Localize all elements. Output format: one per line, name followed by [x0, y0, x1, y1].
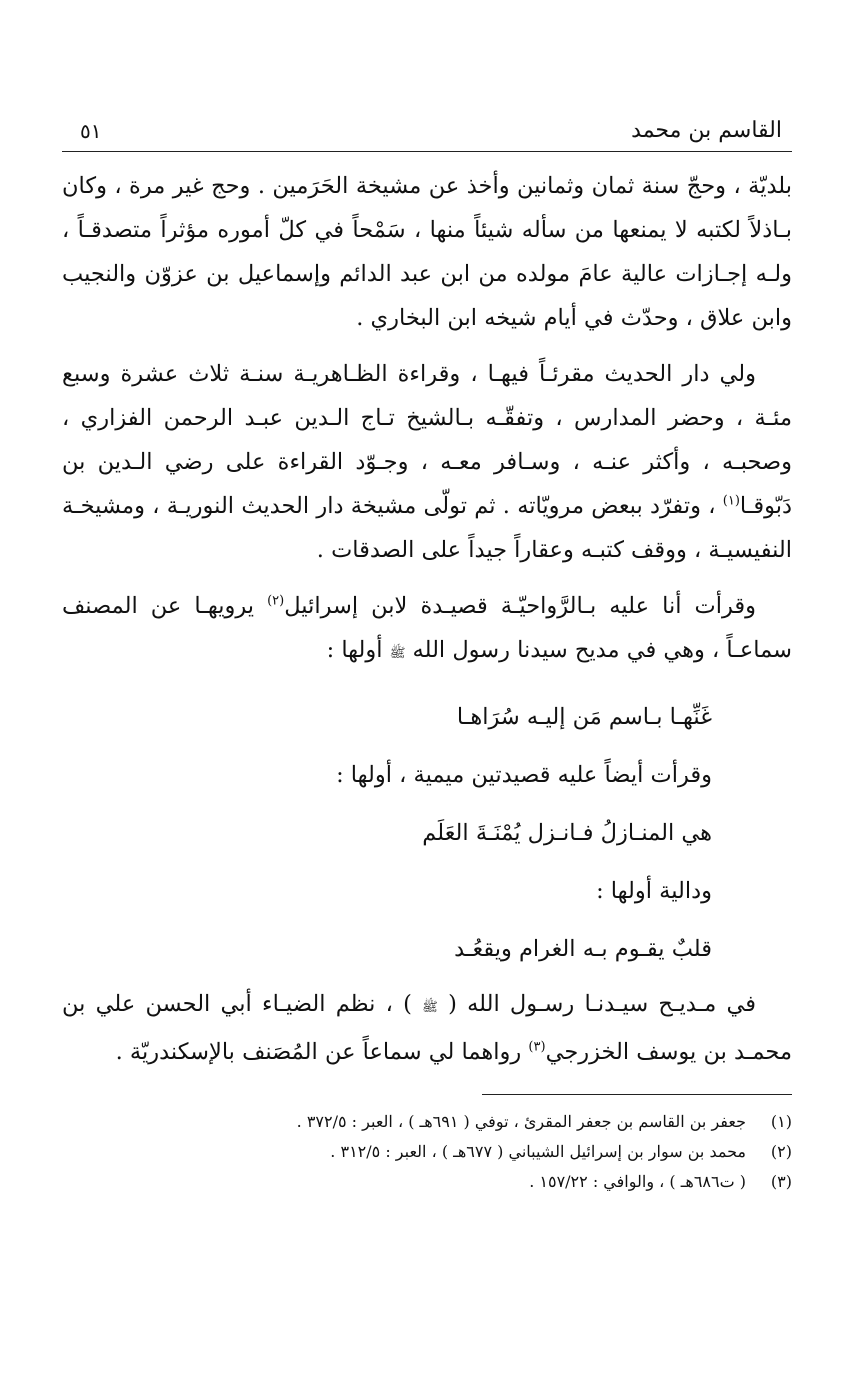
footnote-3 — [62, 1167, 792, 1197]
paragraph-3-part-c: أولها : — [326, 637, 390, 663]
paragraph-4-part-a: في مـديـح سيـدنـا رسـول الله ( — [437, 991, 756, 1017]
footnote-text: جعفر بن القاسم بن جعفر المقرئ ، توفي ( ٦٩١هـ ) ، العبر : ٣٧٢/٥ . — [296, 1112, 746, 1131]
book-page — [62, 118, 792, 1197]
paragraph-3 — [62, 584, 792, 676]
main-text — [62, 164, 792, 1074]
paragraph-3-part-b: يرويهـا عن المصنف سماعـاً ، وهي في مديح سيدنا رسول الله — [62, 593, 792, 663]
paragraph-4 — [62, 982, 792, 1074]
footnote-ref-2[interactable]: (٢) — [267, 593, 285, 609]
footnote-2 — [62, 1137, 792, 1167]
paragraph-3-part-a: وقرأت أنا عليه بـالرَّواحيّـة قصيـدة لابن إسرائيل — [284, 593, 756, 619]
poem-verse-2: هي المنـازلُ فـانـزل يُمْنَـةَ العَلَم — [422, 820, 712, 846]
intro-line-daliyya: ودالية أولها : — [596, 878, 712, 904]
footnote-ref-3[interactable]: (٣) — [528, 1039, 546, 1055]
poem-verse-1: غَنِّهـا بـاسم مَن إليـه سُرَاهـا — [456, 704, 712, 730]
running-header — [62, 118, 792, 152]
footnote-text: محمد بن سوار بن إسرائيل الشيباني ( ٦٧٧هـ ) ، العبر : ٣١٢/٥ . — [330, 1142, 746, 1161]
footnote-number: (٣) — [770, 1172, 792, 1191]
footnotes — [62, 1107, 792, 1197]
poem-verse-3: قلبٌ يقـوم بـه الغرام ويقعُـد — [454, 936, 712, 962]
paragraph-4-part-c: رواهما لي سماعاً عن المُصَنف بالإسكندريّة . — [115, 1039, 529, 1065]
paragraph-2-part-b: ، وتفرّد ببعض مرويّاته . ثم تولّى مشيخة دار الحديث النوريـة ، ومشيخـة النفيسيـة ، ووقف كتبـه وعقاراً جيداً على الصدقات . — [62, 493, 792, 563]
footnote-number: (١) — [770, 1112, 792, 1131]
salla-ligature-2: ﷺ — [422, 1000, 438, 1015]
salla-ligature: ﷺ — [389, 646, 406, 661]
footnote-divider — [482, 1094, 792, 1095]
intro-line-mimiyya: وقرأت أيضاً عليه قصيدتين ميمية ، أولها : — [336, 762, 712, 788]
paragraph-1: بلديّة ، وحجّ سنة ثمان وثمانين وأخذ عن مشيخة الحَرَمين . وحج غير مرة ، وكان بـاذلاً لكتبه لا يمنعها من سأله شيئاً منها ، سَمْحاً في كلّ أموره مؤثراً متصدقـاً ، ولـه إجـازات عالية عامَ مولده من ابن عبد الدائم وإسماعيل بن عزوّن والنجيب وابن علاق ، وحدّث في أيام شيخه ابن البخاري . — [62, 173, 792, 331]
verses-block — [62, 688, 792, 978]
paragraph-4-part-b: ) ، نظم الضيـاء أبي الحسن علي بن محمـد بن يوسف الخزرجي — [62, 991, 792, 1065]
paragraph-2 — [62, 352, 792, 572]
footnote-ref-1[interactable]: (١) — [722, 493, 740, 509]
paragraph-2-part-a: ولي دار الحديث مقرئـاً فيهـا ، وقراءة الظـاهريـة سنـة ثلاث عشرة وسبع مئـة ، وحضر المدارس ، وتفقّـه بـالشيخ تـاج الـدين عبـد الرحمن الفزاري ، وصحبـه ، وأكثر عنـه ، وسـافر معـه ، وجـوّد القراءة على رضي الـدين بن دَبّوقـا — [62, 361, 792, 519]
running-title: القاسم بن محمد — [631, 118, 782, 143]
page-number: ٥١ — [80, 119, 102, 143]
footnote-1 — [62, 1107, 792, 1137]
footnote-number: (٢) — [770, 1142, 792, 1161]
footnote-text: ( ت٦٨٦هـ ) ، والوافي : ١٥٧/٢٢ . — [529, 1172, 746, 1191]
